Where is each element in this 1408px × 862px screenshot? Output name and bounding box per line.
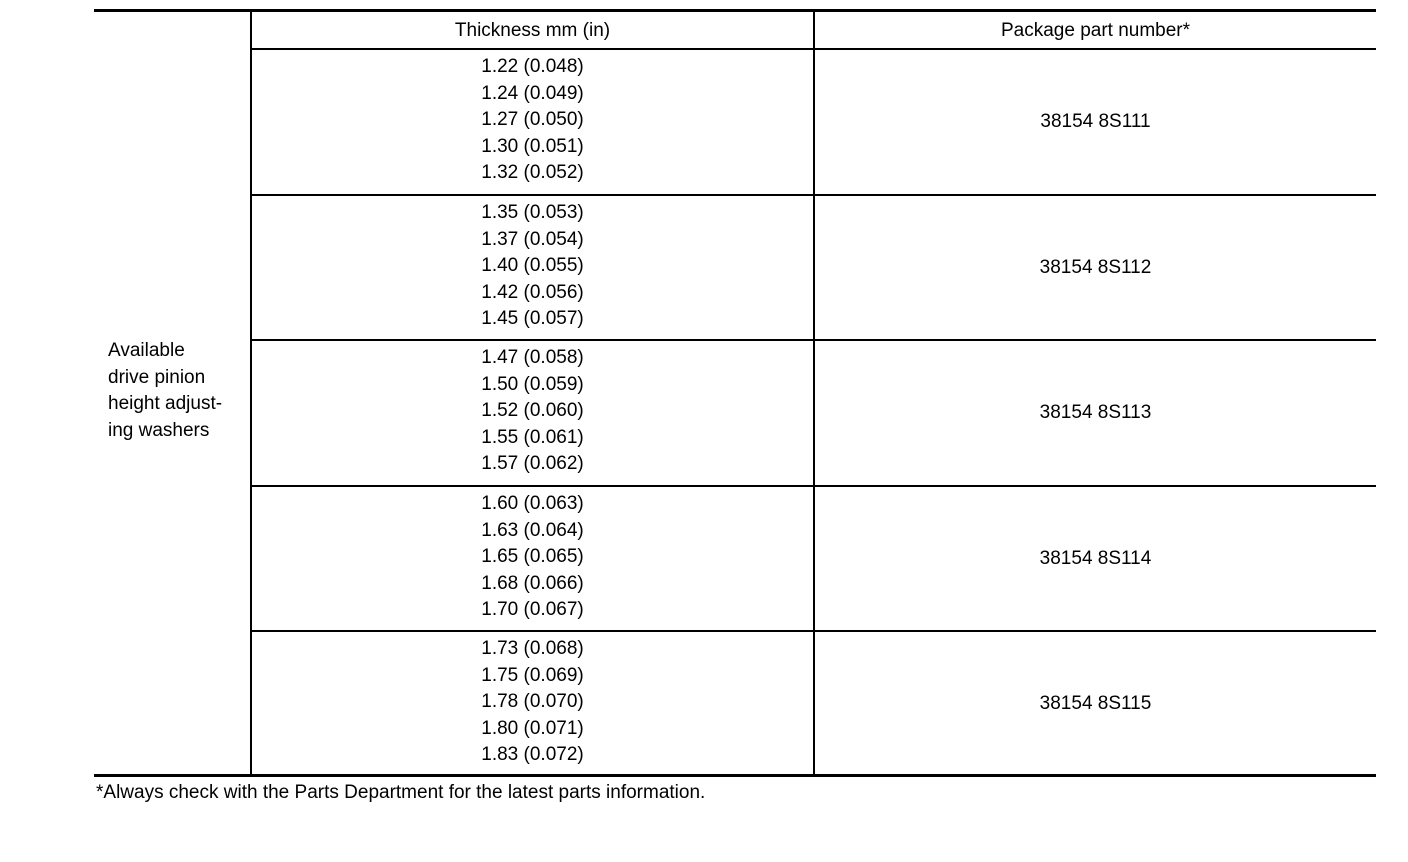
thickness-value: 1.63 (0.064) xyxy=(481,519,584,541)
thickness-value: 1.52 (0.060) xyxy=(481,400,584,421)
thickness-list xyxy=(252,200,813,333)
washer-group xyxy=(252,632,1376,775)
part-number: 38154 8S114 xyxy=(1039,547,1152,569)
thickness-value: 1.37 (0.054) xyxy=(481,228,584,250)
thickness-value: 1.75 (0.069) xyxy=(481,664,584,686)
thickness-value: 1.50 (0.059) xyxy=(481,373,584,395)
row-label xyxy=(108,338,248,444)
washer-group xyxy=(252,341,1376,484)
thickness-list xyxy=(252,345,813,478)
thickness-value: 1.60 (0.063) xyxy=(481,493,584,514)
thickness-value: 1.70 (0.067) xyxy=(481,599,584,620)
thickness-value: 1.27 (0.050) xyxy=(481,109,584,130)
table-bottom-rule xyxy=(94,774,1376,777)
thickness-value: 1.47 (0.058) xyxy=(481,347,584,368)
thickness-value: 1.42 (0.056) xyxy=(481,281,584,303)
thickness-value: 1.57 (0.062) xyxy=(481,453,584,474)
footnote: *Always check with the Parts Department for the latest parts information. xyxy=(96,782,706,803)
thickness-value: 1.73 (0.068) xyxy=(481,638,584,659)
thickness-value: 1.80 (0.071) xyxy=(481,717,584,739)
thickness-value: 1.32 (0.052) xyxy=(481,162,584,183)
thickness-value: 1.55 (0.061) xyxy=(481,426,584,448)
thickness-value: 1.65 (0.065) xyxy=(481,546,584,567)
thickness-value: 1.83 (0.072) xyxy=(481,744,584,765)
washer-group xyxy=(252,50,1376,193)
thickness-list xyxy=(252,54,813,187)
thickness-value: 1.78 (0.070) xyxy=(481,691,584,712)
thickness-value: 1.22 (0.048) xyxy=(481,56,584,77)
row-label-line: Available xyxy=(108,340,185,361)
thickness-value: 1.30 (0.051) xyxy=(481,135,584,157)
row-label-line: height adjust- xyxy=(108,393,223,414)
thickness-value: 1.68 (0.066) xyxy=(481,572,584,594)
part-number: 38154 8S111 xyxy=(1040,110,1151,132)
thickness-value: 1.35 (0.053) xyxy=(481,202,584,223)
thickness-list xyxy=(252,636,813,769)
row-label-line: ing washers xyxy=(108,419,210,441)
part-number: 38154 8S115 xyxy=(1039,692,1152,714)
header-thickness: Thickness mm (in) xyxy=(454,19,611,41)
thickness-list xyxy=(252,491,813,624)
part-number: 38154 8S113 xyxy=(1039,401,1152,423)
washer-group xyxy=(252,487,1376,630)
washer-group xyxy=(252,196,1376,339)
thickness-value: 1.45 (0.057) xyxy=(481,308,584,329)
row-label-line: drive pinion xyxy=(108,366,206,388)
part-number: 38154 8S112 xyxy=(1039,256,1152,278)
thickness-value: 1.24 (0.049) xyxy=(481,82,584,104)
thickness-value: 1.40 (0.055) xyxy=(481,255,584,276)
header-part-number: Package part number* xyxy=(1000,19,1191,41)
